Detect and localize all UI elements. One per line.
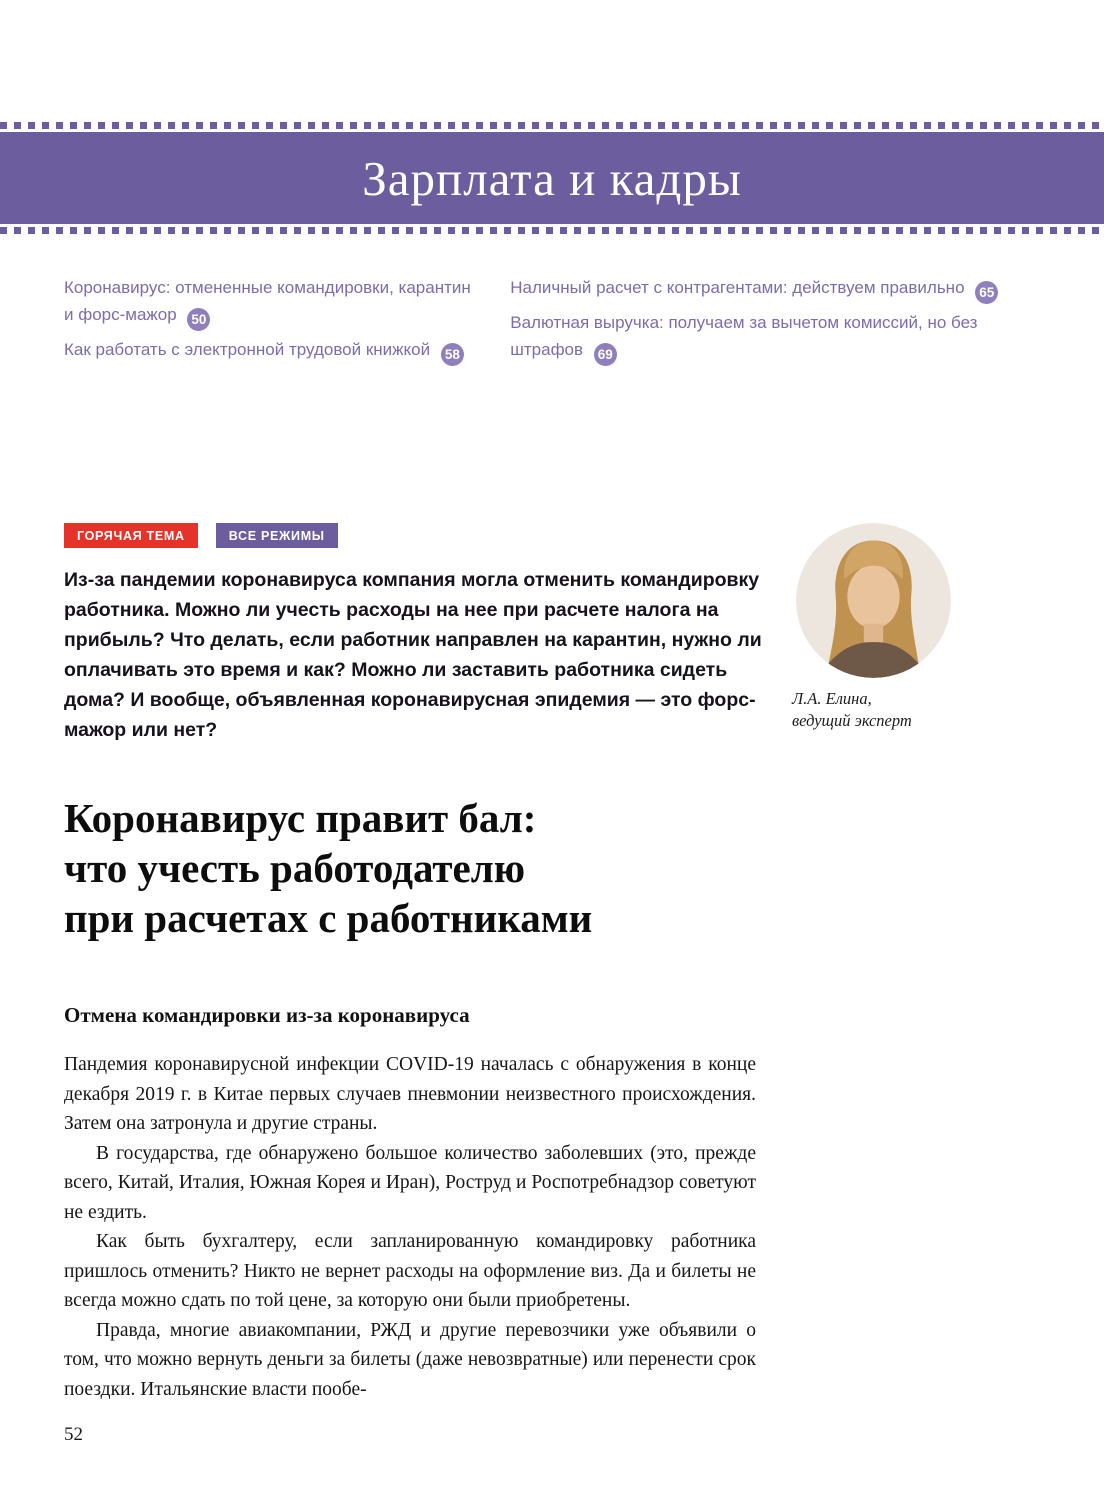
author-role: ведущий эксперт xyxy=(792,711,912,730)
author-name: Л.А. Елина, xyxy=(792,689,872,708)
toc-item-text: Коронавирус: отмененные командировки, карантин и форс-мажор xyxy=(64,278,471,324)
lead-column xyxy=(64,523,764,745)
banner-perforation-bottom xyxy=(0,227,1104,234)
author-block xyxy=(792,523,968,745)
section-title: Зарплата и кадры xyxy=(362,150,742,206)
toc-page-badge[interactable]: 50 xyxy=(187,308,210,331)
page-number: 52 xyxy=(64,1424,83,1445)
toc-column-right xyxy=(510,274,1040,371)
toc-item[interactable] xyxy=(510,309,1040,366)
hot-topic-badge: ГОРЯЧАЯ ТЕМА xyxy=(64,523,198,548)
toc-item[interactable] xyxy=(510,274,1040,304)
banner-band xyxy=(0,132,1104,224)
toc-item-text: Валютная выручка: получаем за вычетом комиссий, но без штрафов xyxy=(510,313,978,359)
toc-item[interactable] xyxy=(64,336,482,366)
author-caption xyxy=(792,688,968,732)
toc-page-badge[interactable]: 65 xyxy=(975,281,998,304)
body-paragraph: Правда, многие авиакомпании, РЖД и другие перевозчики уже объявили о том, что можно вернуть деньги за билеты (даже невозвратные) или перенести срок поездки. Итальянские власти пообе- xyxy=(64,1319,756,1400)
article-title-line: Коронавирус правит бал: xyxy=(64,795,537,841)
toc-page-badge[interactable]: 58 xyxy=(441,343,464,366)
lead-row xyxy=(64,523,1040,745)
body-paragraph: Пандемия коронавирусной инфекции COVID-19 началась с обнаружения в конце декабря 2019 г. в Китае первых случаев пневмонии неизвестного происхождения. Затем она затронула и другие страны. xyxy=(64,1054,756,1134)
article-title-line: что учесть работодателю xyxy=(64,845,526,891)
toc-item-text: Как работать с электронной трудовой книжкой xyxy=(64,340,431,359)
banner-perforation-top xyxy=(0,122,1104,129)
toc-item[interactable] xyxy=(64,274,482,331)
section-banner xyxy=(0,122,1104,234)
toc-column-left xyxy=(64,274,482,371)
lead-paragraph: Из-за пандемии коронавируса компания могла отменить командировку работника. Можно ли учесть расходы на нее при расчете налога на прибыль? Что делать, если работник направлен на карантин, нужно ли оплачивать это время и как? Можно ли заставить работника сидеть дома? И вообще, объявленная коронавирусная эпидемия — это форс-мажор или нет? xyxy=(64,569,762,741)
toc-item-text: Наличный расчет с контрагентами: действуем правильно xyxy=(510,278,965,297)
badges-row xyxy=(64,523,764,548)
body-paragraph: В государства, где обнаружено большое количество заболевших (это, прежде всего, Китай, Италия, Южная Корея и Иран), Роструд и Роспотребнадзор советуют не ездить. xyxy=(64,1142,756,1223)
section-heading: Отмена командировки из-за коронавируса xyxy=(64,1003,470,1027)
toc-page-badge[interactable]: 69 xyxy=(594,343,617,366)
article-body xyxy=(64,1050,756,1404)
table-of-contents xyxy=(64,274,1040,371)
article-title xyxy=(64,793,1040,943)
article-title-line: при расчетах с работниками xyxy=(64,895,593,941)
body-paragraph: Как быть бухгалтеру, если запланированную командировку работника пришлось отменить? Никто не вернет расходы на оформление виз. Да и билеты не всегда можно сдать по той цене, за которую они были приобретены. xyxy=(64,1231,756,1311)
all-regimes-badge: ВСЕ РЕЖИМЫ xyxy=(216,523,338,548)
author-photo xyxy=(796,523,951,678)
